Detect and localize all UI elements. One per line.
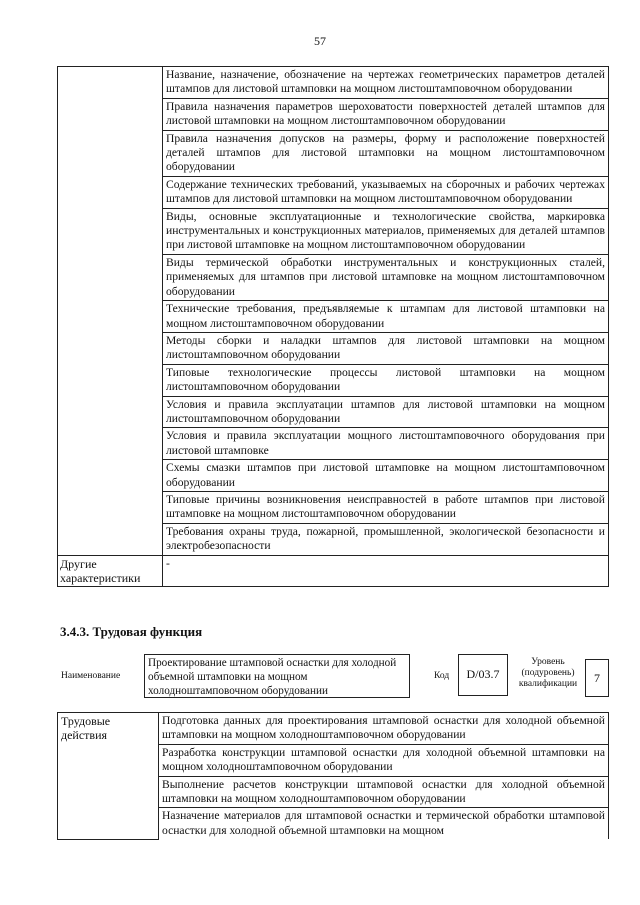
table-cell: Типовые причины возникновения неисправностей в работе штампов при листовой штамповке на мощном листоштамповочном оборудовании: [163, 491, 609, 523]
level-value: 7: [594, 671, 600, 685]
table-cell: Виды, основные эксплуатационные и технологические свойства, маркировка инструментальных и конструкционных материалов, применяемых для деталей штампов при листовой штамповке на мощном листоштамповочном оборудовании: [163, 208, 609, 254]
level-label: Уровень (подуровень) квалификации: [518, 657, 578, 689]
table-cell: Виды термической обработки инструментальных и конструкционных сталей, применяемых для штампов при листовой штамповке на мощном листоштамповочном оборудовании: [163, 254, 609, 300]
table-row: [58, 67, 609, 99]
table-cell: Методы сборки и наладки штампов для листовой штамповки на мощном листоштамповочном оборудовании: [163, 332, 609, 364]
function-header: [57, 651, 617, 701]
table-cell: Требования охраны труда, пожарной, промышленной, экологической безопасности и электробезопасности: [163, 523, 609, 555]
table-cell: Содержание технических требований, указываемых на сборочных и рабочих чертежах штампов для листовой штамповки на мощном листоштамповочном оборудовании: [163, 176, 609, 208]
section-title: 3.4.3. Трудовая функция: [60, 624, 203, 639]
table-cell: Название, назначение, обозначение на чертежах геометрических параметров деталей штампов для листовой штамповки на мощном листоштамповочном оборудовании: [163, 67, 609, 99]
table-cell: Технические требования, предъявляемые к штампам для листовой штамповки на мощном листоштамповочном оборудовании: [163, 301, 609, 333]
table-cell: Правила назначения допусков на размеры, форму и расположение поверхностей деталей штампов для листовой штамповки на мощном листоштамповочном оборудовании: [163, 130, 609, 176]
table-cell: Правила назначения параметров шероховатости поверхностей деталей штампов для листовой штамповки на мощном листоштамповочном оборудовании: [163, 98, 609, 130]
table-cell: Типовые технологические процессы листовой штамповки на мощном листоштамповочном оборудовании: [163, 364, 609, 396]
table-cell: Подготовка данных для проектирования штамповой оснастки для холодной объемной штамповки на мощном холодноштамповочном оборудовании: [159, 713, 609, 745]
row-label-cell: [58, 67, 163, 556]
labor-actions-label: Трудовые действия: [58, 713, 159, 840]
table-row: [58, 713, 609, 745]
name-label: Наименование: [61, 671, 121, 681]
function-name-box: [144, 654, 410, 698]
table-row: [58, 555, 609, 586]
level-box: [585, 659, 609, 697]
knowledge-requirements-table: [57, 66, 609, 587]
other-characteristics-value: -: [163, 555, 609, 586]
code-box: [458, 654, 508, 696]
labor-actions-table: [57, 712, 609, 840]
table-cell: Выполнение расчетов конструкции штамповой оснастки для холодной объемной штамповки на мощном холодноштамповочном оборудовании: [159, 776, 609, 808]
page-number: 57: [314, 34, 326, 48]
function-name: Проектирование штамповой оснастки для холодной объемной штамповки на мощном холодноштамповочном оборудовании: [148, 657, 397, 697]
table-cell: Условия и правила эксплуатации штампов для листовой штамповки на мощном листоштамповочном оборудовании: [163, 396, 609, 428]
table-cell: Назначение материалов для штамповой оснастки и термической обработки штамповой оснастки для холодной объемной штамповки на мощном: [159, 808, 609, 839]
table-cell: Условия и правила эксплуатации мощного листоштамповочного оборудования при листовой штамповке: [163, 428, 609, 460]
table-cell: Разработка конструкции штамповой оснастки для холодной объемной штамповки на мощном холодноштамповочном оборудовании: [159, 744, 609, 776]
other-characteristics-label: Другие характеристики: [58, 555, 163, 586]
table-cell: Схемы смазки штампов при листовой штамповке на мощном листоштамповочном оборудовании: [163, 460, 609, 492]
code-value: D/03.7: [466, 667, 500, 681]
code-label: Код: [434, 671, 450, 681]
